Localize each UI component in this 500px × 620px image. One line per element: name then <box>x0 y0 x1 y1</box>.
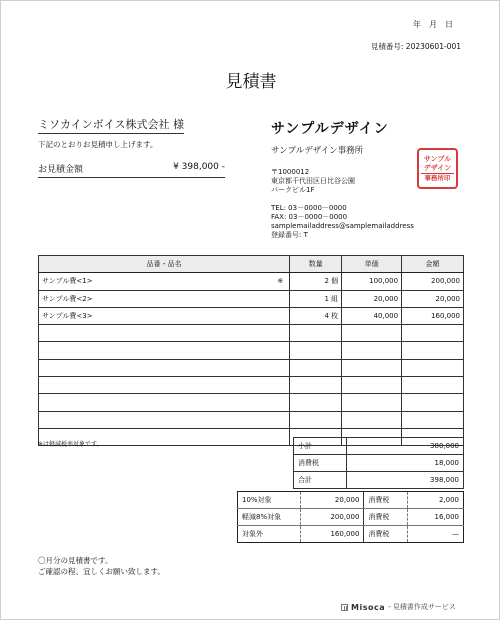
footer-brand: Misoca <box>351 602 386 612</box>
tax-value: 18,000 <box>347 455 464 472</box>
tax-breakdown-row <box>238 526 464 543</box>
company-logo: サンプルデザイン <box>271 121 389 137</box>
tax-breakdown-row <box>238 492 464 509</box>
subtotal-label: 小計 <box>294 438 347 455</box>
item-quantity: 2 個 <box>290 273 342 290</box>
tax-category-tax-label: 消費税 <box>364 509 408 526</box>
seal-line-3: 事務所印 <box>421 173 454 183</box>
misoca-logo-icon <box>341 604 348 611</box>
totals-table <box>293 437 464 489</box>
item-quantity: 1 組 <box>290 290 342 307</box>
header-unit-price: 単価 <box>342 256 402 273</box>
tax-category-tax: 2,000 <box>408 492 464 509</box>
tax-category-tax: — <box>452 530 459 538</box>
table-row <box>39 394 464 411</box>
tax-category-amount: 20,000 <box>300 492 364 509</box>
table-row <box>39 273 464 290</box>
item-unit-price <box>342 377 402 394</box>
table-row <box>39 342 464 359</box>
item-amount <box>402 325 464 342</box>
subtotal-value: 380,000 <box>347 438 464 455</box>
tax-category-tax-label: 消費税 <box>364 526 408 543</box>
tax-category-label: 対象外 <box>238 526 301 543</box>
item-unit-price: 40,000 <box>342 307 402 324</box>
header-quantity: 数量 <box>290 256 342 273</box>
fax-number: FAX: 03－0000－0000 <box>271 213 348 221</box>
total-label: 合計 <box>294 472 347 489</box>
total-value: 398,000 <box>347 472 464 489</box>
item-name: サンプル費<1> <box>42 277 93 286</box>
reduced-tax-mark: ※ <box>277 277 284 286</box>
quoted-amount-label: お見積金額 <box>38 165 84 175</box>
footer-tagline: - 見積書作成サービス <box>388 603 456 611</box>
tax-breakdown-table <box>237 491 464 543</box>
item-amount: 160,000 <box>402 307 464 324</box>
item-unit-price <box>342 342 402 359</box>
quoted-amount <box>38 162 225 178</box>
tax-category-tax: 16,000 <box>408 509 464 526</box>
quoted-amount-value: ¥ 398,000 - <box>173 162 225 172</box>
table-row <box>39 290 464 307</box>
seal-line-2: デザイン <box>423 163 452 172</box>
table-row <box>39 307 464 324</box>
tax-breakdown-row <box>238 509 464 526</box>
item-unit-price <box>342 325 402 342</box>
reduced-tax-note: ※は軽減税率対象です。 <box>38 441 103 448</box>
tax-label: 消費税 <box>294 455 347 472</box>
item-quantity <box>290 377 342 394</box>
closing-message-line-1: 〇月分の見積書です。 <box>38 556 113 565</box>
subtotal-row <box>294 438 464 455</box>
item-unit-price <box>342 411 402 428</box>
item-quantity <box>290 394 342 411</box>
seal-line-1: サンプル <box>423 154 452 163</box>
item-amount <box>402 394 464 411</box>
tax-category-tax-label: 消費税 <box>364 492 408 509</box>
quotation-number: 見積番号: 20230601-001 <box>370 42 461 51</box>
company-seal-stamp <box>417 148 458 189</box>
footer-branding <box>341 602 456 612</box>
tax-row <box>294 455 464 472</box>
company-name: サンプルデザイン事務所 <box>271 146 364 156</box>
item-amount <box>402 359 464 376</box>
tax-category-amount: 200,000 <box>300 509 364 526</box>
item-quantity <box>290 359 342 376</box>
item-quantity <box>290 342 342 359</box>
postal-code: 〒1000012 <box>271 168 310 176</box>
line-items-table <box>38 255 464 446</box>
customer-name: ミソカインボイス株式会社 様 <box>38 116 184 134</box>
item-quantity: 4 枚 <box>290 307 342 324</box>
registration-number: 登録番号: T <box>271 231 308 239</box>
item-amount <box>402 377 464 394</box>
greeting-text: 下記のとおりお見積申し上げます。 <box>38 140 158 149</box>
header-amount: 金額 <box>402 256 464 273</box>
email-address: samplemailaddress@samplemailaddress <box>271 222 414 230</box>
item-unit-price <box>342 394 402 411</box>
table-row <box>39 325 464 342</box>
item-amount: 20,000 <box>402 290 464 307</box>
address-line-2: パークビル1F <box>271 186 315 194</box>
document-title: 見積書 <box>225 72 277 92</box>
total-row <box>294 472 464 489</box>
phone-number: TEL: 03－0000－0000 <box>271 204 347 212</box>
item-amount <box>402 342 464 359</box>
item-unit-price <box>342 359 402 376</box>
item-amount <box>402 411 464 428</box>
header-item-name: 品番・品名 <box>39 256 290 273</box>
closing-message-line-2: ご確認の程、宜しくお願い致します。 <box>38 567 165 576</box>
tax-category-label: 10%対象 <box>238 492 301 509</box>
table-row <box>39 359 464 376</box>
item-unit-price: 20,000 <box>342 290 402 307</box>
table-row <box>39 411 464 428</box>
item-name: サンプル費<2> <box>42 294 93 303</box>
table-header-row <box>39 256 464 273</box>
address-line-1: 東京都千代田区日比谷公園 <box>271 177 355 185</box>
table-row <box>39 377 464 394</box>
issue-date: 年 月 日 <box>413 20 453 29</box>
tax-category-label: 軽減8%対象 <box>238 509 301 526</box>
item-name: サンプル費<3> <box>42 312 93 321</box>
item-quantity <box>290 325 342 342</box>
item-amount: 200,000 <box>402 273 464 290</box>
tax-category-amount: 160,000 <box>300 526 364 543</box>
item-unit-price: 100,000 <box>342 273 402 290</box>
item-quantity <box>290 411 342 428</box>
